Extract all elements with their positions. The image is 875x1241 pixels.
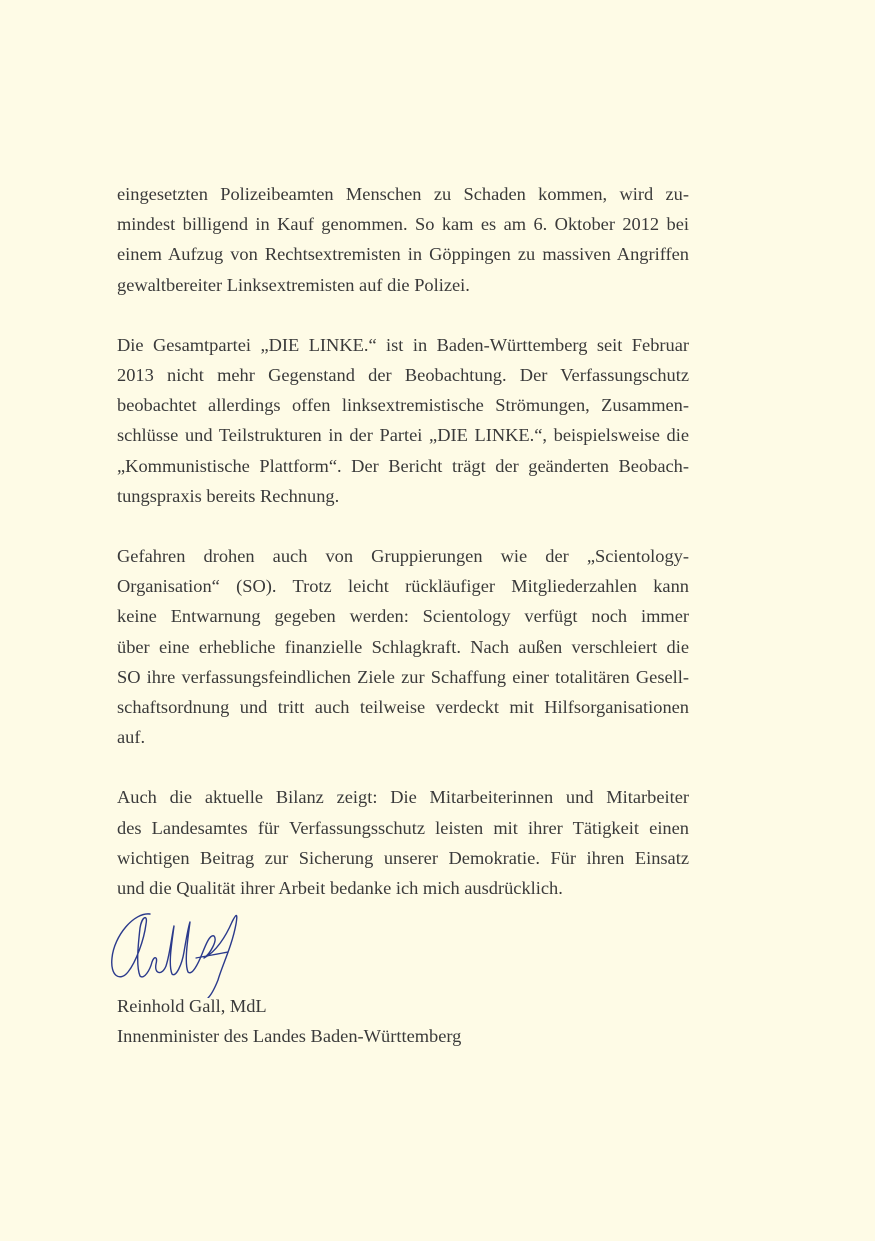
paragraph-line: auf. <box>117 727 146 748</box>
signature-block <box>117 991 461 1051</box>
paragraph-line: des Landesamtes für Verfassungsschutz leisten mit ihrer Tätigkeit einen <box>117 817 689 838</box>
paragraph-line: wichtigen Beitrag zur Sicherung unserer Demokratie. Für ihren Einsatz <box>117 847 689 868</box>
paragraph-line: Die Gesamtpartei „DIE LINKE.“ ist in Baden-Württemberg seit Februar <box>117 334 689 355</box>
signatory-title: Innenminister des Landes Baden-Württemberg <box>117 1026 462 1047</box>
paragraph-line: „Kommunistische Plattform“. Der Bericht trägt der geänderten Beobach- <box>117 455 689 476</box>
paragraph-4 <box>117 782 689 903</box>
paragraph-line: gewaltbereiter Linksextremisten auf die Polizei. <box>117 274 470 295</box>
paragraph-line: Organisation“ (SO). Trotz leicht rückläufiger Mitgliederzahlen kann <box>117 576 689 597</box>
paragraph-line: SO ihre verfassungsfeindlichen Ziele zur Schaffung einer totalitären Gesell- <box>117 666 689 687</box>
paragraph-line: über eine erhebliche finanzielle Schlagkraft. Nach außen verschleiert die <box>117 636 689 657</box>
paragraph-line: schaftsordnung und tritt auch teilweise verdeckt mit Hilfsorganisationen <box>117 697 689 718</box>
paragraph-line: keine Entwarnung gegeben werden: Scientology verfügt noch immer <box>117 606 689 627</box>
paragraph-line: einem Aufzug von Rechtsextremisten in Göppingen zu massiven Angriffen <box>117 244 689 265</box>
paragraph-3 <box>117 541 689 752</box>
document-body <box>117 179 689 933</box>
paragraph-line: Auch die aktuelle Bilanz zeigt: Die Mitarbeiterinnen und Mitarbeiter <box>117 787 689 808</box>
signatory-name: Reinhold Gall, MdL <box>117 996 267 1016</box>
paragraph-line: tungspraxis bereits Rechnung. <box>117 485 340 506</box>
paragraph-1 <box>117 179 689 300</box>
paragraph-2 <box>117 330 689 511</box>
paragraph-line: und die Qualität ihrer Arbeit bedanke ich mich ausdrücklich. <box>117 878 563 899</box>
paragraph-line: eingesetzten Polizeibeamten Menschen zu Schaden kommen, wird zu- <box>117 184 689 204</box>
paragraph-line: schlüsse und Teilstrukturen in der Partei „DIE LINKE.“, beispielsweise die <box>117 425 689 446</box>
paragraph-line: Gefahren drohen auch von Gruppierungen wie der „Scientology- <box>117 546 689 567</box>
handwritten-signature <box>106 906 246 998</box>
paragraph-line: mindest billigend in Kauf genommen. So kam es am 6. Oktober 2012 bei <box>117 214 689 235</box>
paragraph-line: beobachtet allerdings offen linksextremistische Strömungen, Zusammen- <box>117 395 689 416</box>
paragraph-line: 2013 nicht mehr Gegenstand der Beobachtung. Der Verfassungschutz <box>117 365 689 386</box>
